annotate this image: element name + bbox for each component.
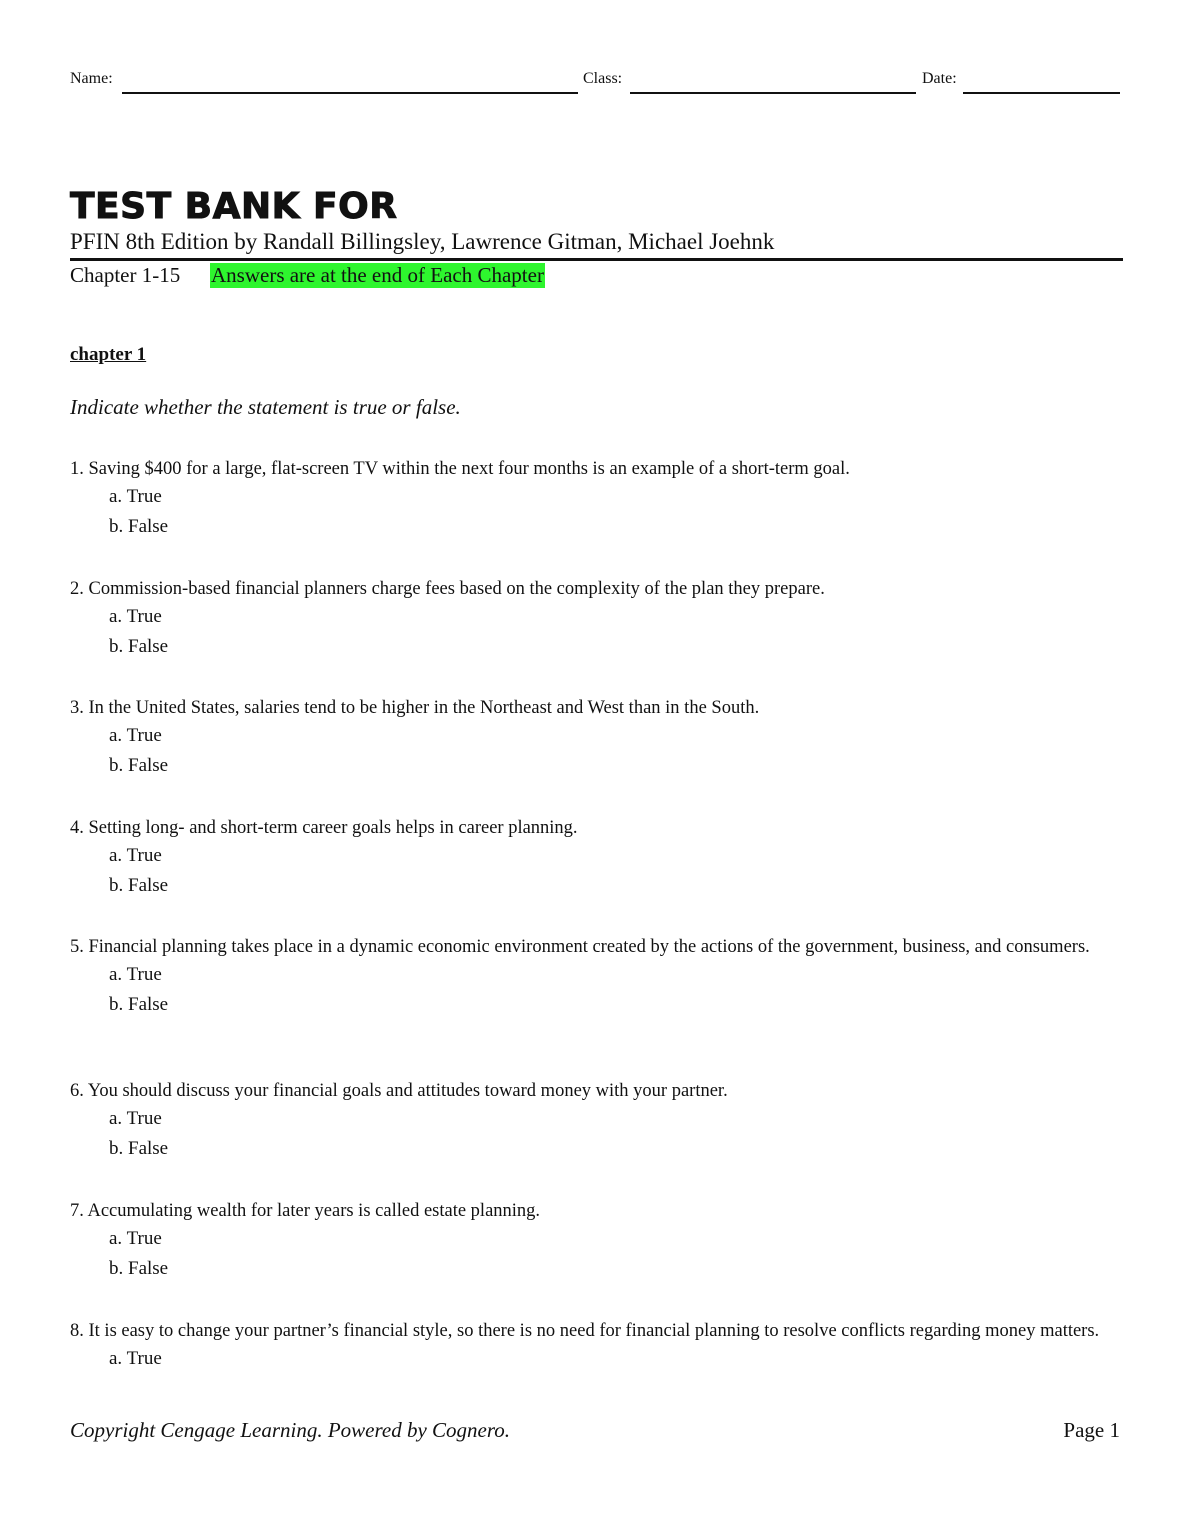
- date-label: Date:: [922, 70, 957, 87]
- question-text: 3. In the United States, salaries tend to be higher in the Northeast and West than in the South.: [70, 698, 760, 718]
- class-label: Class:: [583, 70, 623, 87]
- footer-copyright: Copyright Cengage Learning. Powered by Cognero.: [70, 1418, 510, 1442]
- question-text: 5. Financial planning takes place in a dynamic economic environment created by the actions of the government, business, and consumers.: [70, 937, 1090, 957]
- option-false: b. False: [109, 755, 169, 776]
- name-field-line: [122, 92, 578, 94]
- option-true: a. True: [109, 1348, 162, 1369]
- question-4: [70, 816, 1120, 901]
- question-text: 1. Saving $400 for a large, flat-screen TV within the next four months is an example of a short-term goal.: [70, 459, 850, 479]
- option-true: a. True: [109, 1228, 162, 1249]
- question-text: 6. You should discuss your financial goals and attitudes toward money with your partner.: [70, 1081, 728, 1101]
- question-1: [70, 457, 1120, 542]
- question-5: [70, 935, 1120, 1020]
- chapter-heading: chapter 1: [70, 344, 147, 365]
- name-label: Name:: [70, 70, 113, 87]
- question-text: 8. It is easy to change your partner’s financial style, so there is no need for financial planning to resolve conflicts regarding money matters.: [70, 1321, 1100, 1341]
- option-true: a. True: [109, 486, 162, 507]
- option-true: a. True: [109, 845, 162, 866]
- question-7: [70, 1199, 1120, 1284]
- student-info-header: [70, 70, 1120, 96]
- option-false: b. False: [109, 516, 169, 537]
- chapter-range: Chapter 1-15: [70, 263, 181, 287]
- class-field-line: [630, 92, 916, 94]
- instructions: Indicate whether the statement is true or false.: [70, 395, 461, 419]
- option-false: b. False: [109, 994, 169, 1015]
- option-true: a. True: [109, 1108, 162, 1129]
- question-3: [70, 696, 1120, 781]
- option-true: a. True: [109, 606, 162, 627]
- option-true: a. True: [109, 725, 162, 746]
- option-false: b. False: [109, 875, 169, 896]
- test-bank-title: TEST BANK FOR: [70, 186, 398, 227]
- answers-note-highlight: Answers are at the end of Each Chapter: [211, 263, 544, 287]
- question-text: 2. Commission-based financial planners charge fees based on the complexity of the plan they prepare.: [70, 579, 825, 599]
- option-false: b. False: [109, 636, 169, 657]
- question-text: 4. Setting long- and short-term career goals helps in career planning.: [70, 818, 578, 838]
- page-number: Page 1: [1063, 1418, 1120, 1442]
- question-text: 7. Accumulating wealth for later years is called estate planning.: [70, 1201, 541, 1221]
- option-false: b. False: [109, 1138, 169, 1159]
- date-field-line: [963, 92, 1120, 94]
- option-false: b. False: [109, 1258, 169, 1279]
- option-true: a. True: [109, 964, 162, 985]
- question-2: [70, 577, 1120, 662]
- title-divider: [70, 258, 1123, 261]
- question-8: [70, 1319, 1120, 1374]
- book-subtitle: PFIN 8th Edition by Randall Billingsley, Lawrence Gitman, Michael Joehnk: [70, 229, 775, 254]
- question-6: [70, 1079, 1120, 1164]
